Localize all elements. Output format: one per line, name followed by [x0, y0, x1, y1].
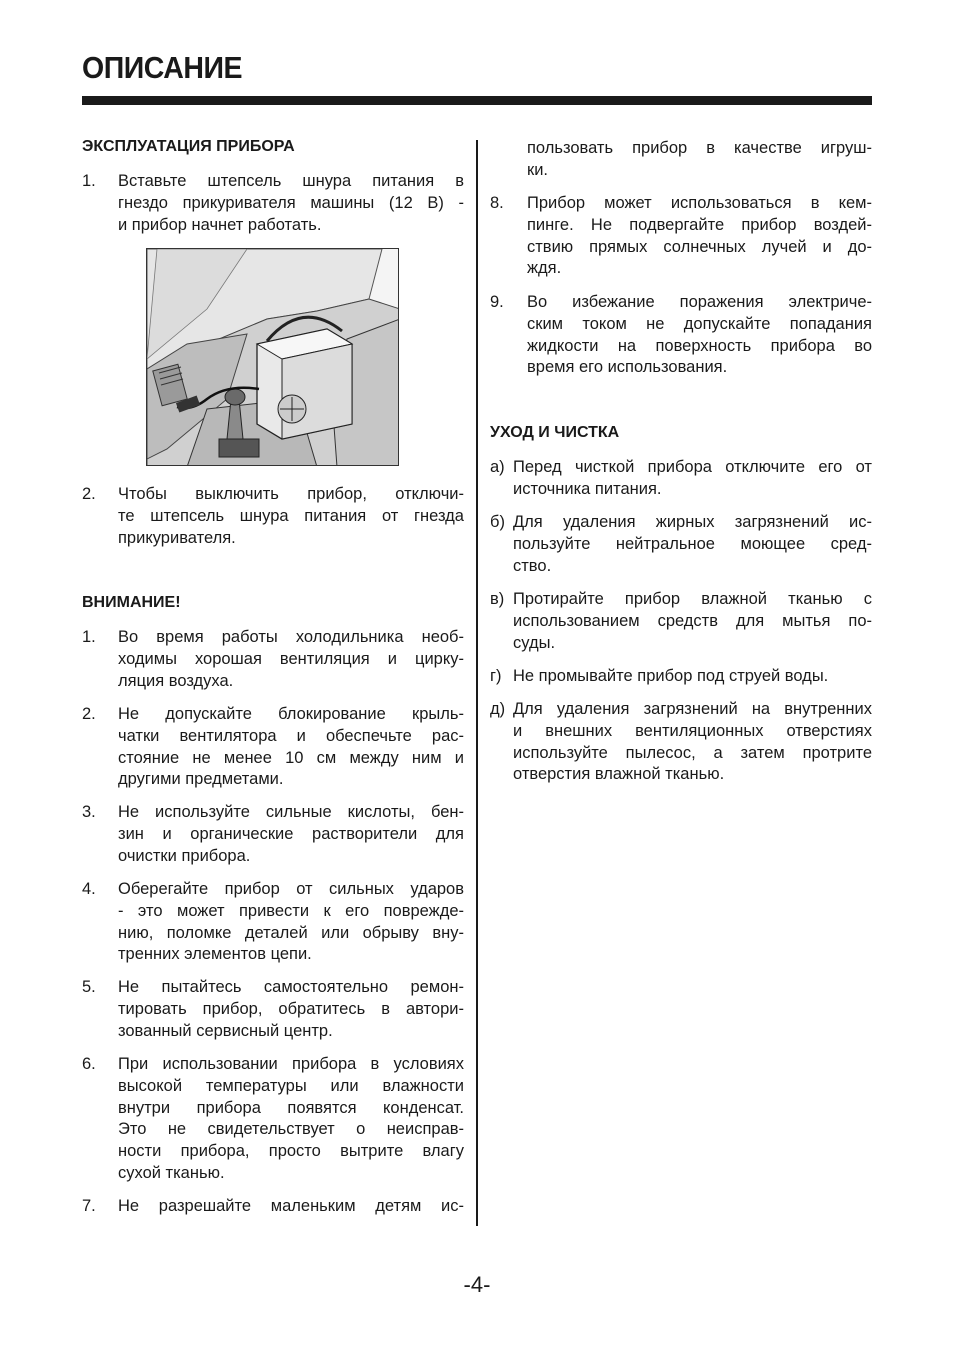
- page-title: ОПИСАНИЕ: [82, 50, 243, 85]
- item-line: ходимы хорошая вентиляция и цирку-: [118, 649, 464, 668]
- item-line: высокой температуры или влажности: [118, 1076, 464, 1095]
- item-number: 2.: [82, 705, 96, 723]
- item-line: чатки вентилятора и обеспечьте рас-: [118, 726, 464, 745]
- item-line: ляция воздуха.: [118, 671, 234, 690]
- item-number: г): [490, 667, 502, 685]
- item-line: тренних элементов цепи.: [118, 945, 312, 964]
- item-line: ским током не допускайте попадания: [527, 314, 872, 333]
- item-line: Перед чисткой прибора отключите его от: [513, 458, 872, 476]
- item-line: очистки прибора.: [118, 846, 251, 865]
- title-rule: [82, 96, 872, 105]
- item-line: суды.: [513, 633, 556, 652]
- item-line: Чтобы выключить прибор, отключи-: [118, 485, 464, 503]
- item-line: источника питания.: [513, 479, 662, 498]
- item-line: время его использования.: [527, 358, 728, 377]
- item-line: ждя.: [527, 259, 562, 278]
- item-line: Для удаления жирных загрязнений ис-: [513, 513, 872, 531]
- item-line: ки.: [527, 160, 549, 179]
- item-number: 7.: [82, 1197, 96, 1215]
- item-line: Это не свидетельствует о неисправ-: [118, 1120, 464, 1139]
- item-line: тировать прибор, обратитесь в автори-: [118, 999, 464, 1018]
- item-line: и внешних вентиляционных отверстиях: [513, 721, 872, 740]
- operation-item-2: [82, 484, 464, 549]
- item-line: внутри прибора появятся конденсат.: [118, 1098, 464, 1117]
- item-line: Не допускайте блокирование крыль-: [118, 705, 464, 723]
- car-interior-drawing: [147, 249, 399, 466]
- care-item-a: [490, 457, 872, 501]
- item-number: 5.: [82, 978, 96, 996]
- item-line: При использовании прибора в условиях: [118, 1055, 464, 1073]
- item-number: а): [490, 458, 505, 476]
- item-line: стояние не менее 10 см между ним и: [118, 748, 464, 767]
- care-item-b: [490, 512, 872, 577]
- item-line: ствию прямых солнечных лучей и до-: [527, 237, 872, 256]
- item-number: 6.: [82, 1055, 96, 1073]
- column-divider: [476, 140, 478, 1226]
- item-line: использованием средств для мытья по-: [513, 611, 872, 630]
- item-line: жидкости на поверхность прибора во: [527, 336, 872, 355]
- item-number: 1.: [82, 172, 96, 190]
- warning-item-4: [82, 879, 464, 966]
- car-cooler-illustration: [146, 248, 399, 466]
- item-line: Прибор может использоваться в кем-: [527, 194, 872, 212]
- warning-item-7-continued: [490, 138, 872, 182]
- item-line: зин и органические растворители для: [118, 824, 464, 843]
- page-number: -4-: [463, 1272, 491, 1297]
- item-line: Оберегайте прибор от сильных ударов: [118, 880, 464, 898]
- item-line: Во время работы холодильника необ-: [118, 628, 464, 646]
- item-line: - это может привести к его поврежде-: [118, 901, 464, 920]
- item-line: Не разрешайте маленьким детям ис-: [118, 1197, 464, 1215]
- item-number: в): [490, 590, 505, 608]
- item-line: сухой тканью.: [118, 1163, 225, 1182]
- item-number: 4.: [82, 880, 96, 898]
- care-item-d: [490, 666, 872, 688]
- item-line: зованный сервисный центр.: [118, 1021, 333, 1040]
- warning-item-3: [82, 802, 464, 867]
- item-number: 8.: [490, 194, 504, 212]
- item-line: пользуйте нейтральное моющее сред-: [513, 534, 872, 553]
- warning-item-5: [82, 977, 464, 1042]
- item-line: другими предметами.: [118, 770, 284, 789]
- item-line: те штепсель шнура питания от гнезда: [118, 506, 464, 525]
- item-number: б): [490, 513, 505, 531]
- item-line: ности прибора, просто вытрите влагу: [118, 1142, 464, 1161]
- item-line: нию, поломке деталей или обрыву вну-: [118, 923, 464, 942]
- item-line: пинге. Не подвергайте прибор воздей-: [527, 215, 872, 234]
- item-line: Вставьте штепсель шнура питания в: [118, 172, 464, 190]
- operation-item-1: [82, 171, 464, 236]
- warning-heading: ВНИМАНИЕ!: [82, 594, 181, 611]
- warning-item-9: [490, 292, 872, 379]
- warning-item-2: [82, 704, 464, 791]
- item-number: 3.: [82, 803, 96, 821]
- care-item-e: [490, 699, 872, 786]
- item-line: Не промывайте прибор под струей воды.: [513, 667, 829, 685]
- item-line: пользовать прибор в качестве игруш-: [527, 139, 872, 157]
- item-line: Для удаления загрязнений на внутренних: [513, 700, 872, 718]
- item-number: 2.: [82, 485, 96, 503]
- operation-heading: ЭКСПЛУАТАЦИЯ ПРИБОРА: [82, 138, 295, 155]
- item-number: 1.: [82, 628, 96, 646]
- item-line: и прибор начнет работать.: [118, 215, 322, 234]
- item-line: гнездо прикуривателя машины (12 В) -: [118, 193, 464, 212]
- item-line: Не используйте сильные кислоты, бен-: [118, 803, 464, 821]
- warning-item-8: [490, 193, 872, 280]
- item-number: д): [490, 700, 506, 718]
- warning-item-6: [82, 1054, 464, 1185]
- item-line: Во избежание поражения электриче-: [527, 293, 872, 311]
- item-line: прикуривателя.: [118, 528, 236, 547]
- care-heading: УХОД И ЧИСТКА: [490, 424, 620, 441]
- care-item-c: [490, 589, 872, 654]
- item-line: Не пытайтесь самостоятельно ремон-: [118, 978, 464, 996]
- item-number: 9.: [490, 293, 504, 311]
- item-line: ство.: [513, 556, 552, 575]
- item-line: отверстия влажной тканью.: [513, 765, 725, 784]
- warning-item-1: [82, 627, 464, 692]
- warning-item-7: [82, 1196, 464, 1218]
- item-line: используйте пылесос, а затем протрите: [513, 743, 872, 762]
- item-line: Протирайте прибор влажной тканью с: [513, 590, 872, 608]
